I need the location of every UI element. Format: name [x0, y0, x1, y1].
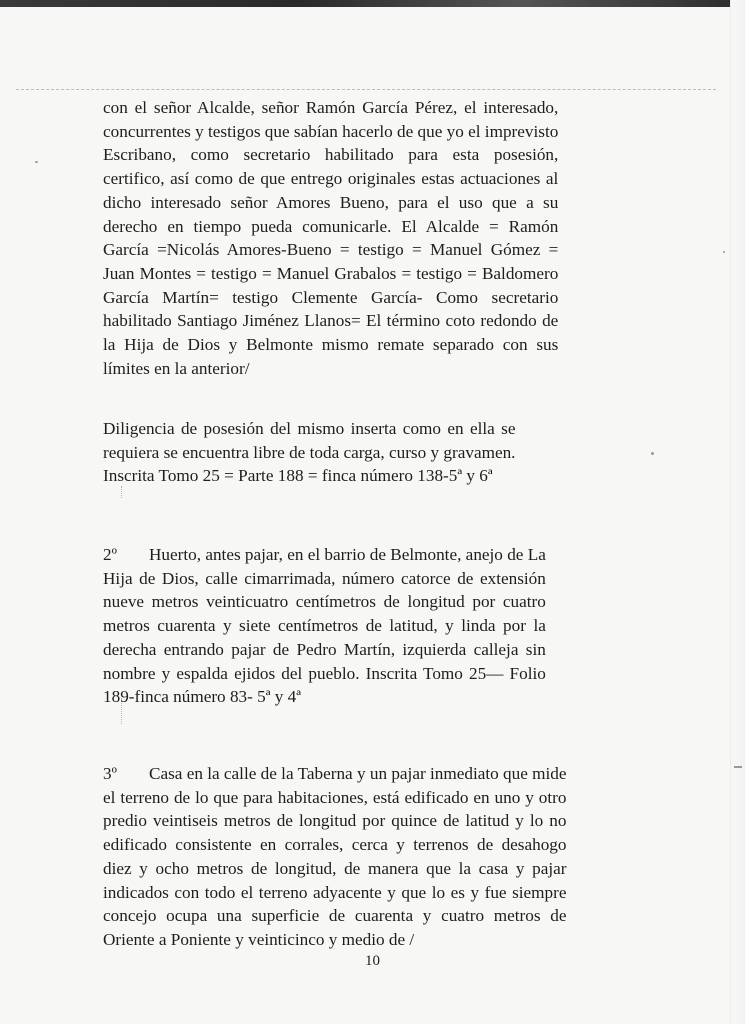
text-line: nombre y espalda ejidos del pueblo. Inscrita Tomo 25— Folio [103, 663, 546, 683]
text-line-content: Huerto, antes pajar, en el barrio de Belmonte, anejo de La [149, 545, 546, 564]
item-ordinal: 3º [103, 764, 117, 783]
text-line: diez y ocho metros de longitud, de manera que la casa y pajar [103, 858, 567, 878]
text-line: Diligencia de posesión del mismo inserta como en ella se [103, 419, 516, 438]
text-line: indicados con todo el terreno adyacente y que lo es y fue siempre [103, 882, 567, 902]
paragraph-continuation [103, 96, 558, 380]
scan-speck [651, 452, 654, 455]
text-line: García Martín= testigo Clemente García- Como secretario [103, 287, 559, 307]
scan-speck [35, 161, 38, 163]
paragraph-diligencia [103, 417, 515, 488]
text-line: Inscrita Tomo 25 = Parte 188 = finca número 138-5ª y 6ª [103, 466, 493, 486]
text-line: habilitado Santiago Jiménez Llanos= El término coto redondo de [103, 311, 559, 331]
header-rule [16, 89, 716, 90]
scan-right-edge [730, 0, 745, 1024]
text-line [103, 543, 546, 567]
text-line: el terreno de lo que para habitaciones, está edificado en uno y otro [103, 787, 567, 807]
text-line: la Hija de Dios y Belmonte mismo remate separado con sus [103, 335, 559, 355]
paragraph-item-3 [103, 762, 567, 952]
text-line: metros cuarenta y siete centímetros de latitud, y linda por la [103, 616, 546, 636]
text-line [103, 762, 567, 786]
text-line: 189-finca número 83- 5ª y 4ª [103, 687, 302, 707]
text-line: Escribano, como secretario habilitado para esta posesión, [103, 145, 559, 165]
text-line: con el señor Alcalde, señor Ramón García Pérez, el interesado, [103, 98, 559, 117]
text-line: Juan Montes = testigo = Manuel Grabalos = testigo = Baldomero [103, 263, 559, 283]
text-line: límites en la anterior/ [103, 358, 250, 378]
text-line: edificado consistente en corrales, cerca y terrenos de desahogo [103, 835, 567, 855]
text-line: derecha entrando pajar de Pedro Martín, izquierda calleja sin [103, 639, 546, 659]
text-line: derecho en tiempo pueda comunicarle. El Alcalde = Ramón [103, 216, 559, 236]
page-number: 10 [365, 953, 380, 969]
text-line-content: Casa en la calle de la Taberna y un pajar inmediato que mide [149, 764, 567, 783]
text-line: García =Nicolás Amores-Bueno = testigo = Manuel Gómez = [103, 240, 559, 260]
text-line: concejo ocupa una superficie de cuarenta y cuatro metros de [103, 906, 567, 926]
text-line: Oriente a Poniente y veinticinco y medio de / [103, 929, 415, 949]
text-line: predio veintiseis metros de longitud por quince de latitud y lo no [103, 811, 567, 831]
paragraph-item-2 [103, 543, 546, 709]
text-line: requiera se encuentra libre de toda carga, curso y gravamen. [103, 442, 516, 462]
text-line: certifico, así como de que entrego originales estas actuaciones al [103, 169, 559, 189]
item-ordinal: 2º [103, 545, 117, 564]
text-line: concurrentes y testigos que sabían hacerlo de que yo el imprevisto [103, 121, 559, 141]
scan-speck [723, 251, 725, 253]
scan-speck [734, 766, 742, 768]
scan-top-edge [0, 0, 745, 7]
text-line: nueve metros veinticuatro centímetros de longitud por cuatro [103, 592, 546, 612]
text-line: dicho interesado señor Amores Bueno, para el uso que a su [103, 192, 559, 212]
text-line: Hija de Dios, calle cimarrimada, número catorce de extensión [103, 568, 546, 588]
